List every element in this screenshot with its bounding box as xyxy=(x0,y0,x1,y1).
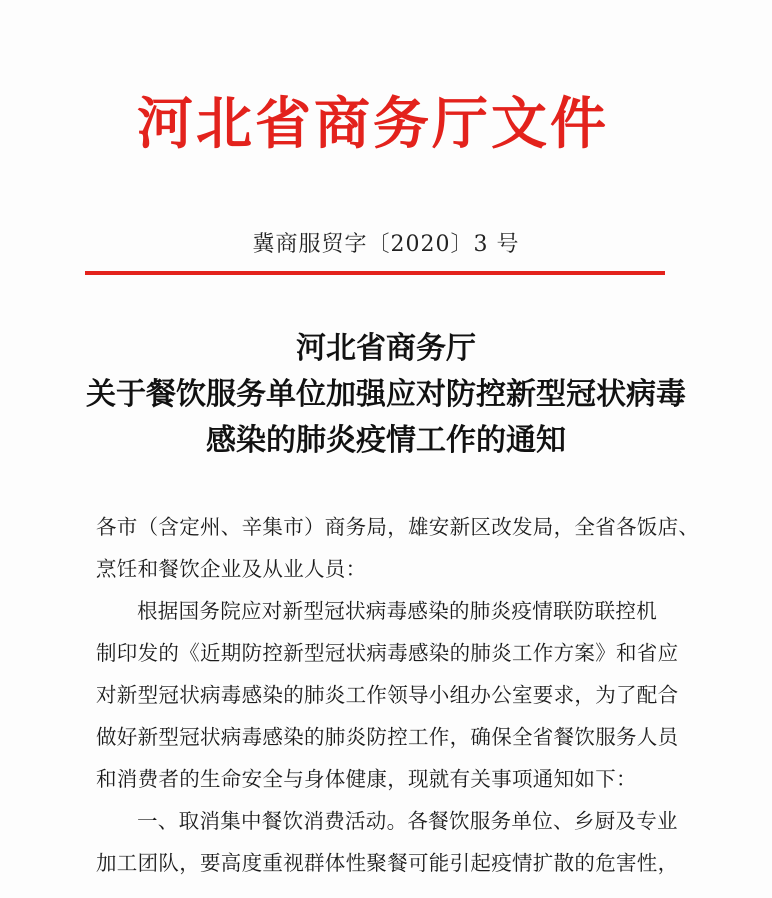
notice-title-line: 感染的肺炎疫情工作的通知 xyxy=(206,423,566,458)
salutation-line: 各市（含定州、辛集市）商务局，雄安新区改发局，全省各饭店、 xyxy=(96,515,700,539)
issuer-header-title: 河北省商务厅文件 xyxy=(137,91,609,157)
paragraph-line: 做好新型冠状病毒感染的肺炎防控工作，确保全省餐饮服务人员 xyxy=(96,725,679,749)
notice-title-line: 关于餐饮服务单位加强应对防控新型冠状病毒 xyxy=(86,377,686,412)
red-divider-rule xyxy=(85,271,665,275)
section-one-line: 一、取消集中餐饮消费活动。各餐饮服务单位、乡厨及专业 xyxy=(137,809,678,833)
notice-body xyxy=(96,506,700,884)
notice-title xyxy=(0,326,772,464)
section-one-line: 加工团队，要高度重视群体性聚餐可能引起疫情扩散的危害性， xyxy=(96,851,679,875)
paragraph-line: 根据国务院应对新型冠状病毒感染的肺炎疫情联防联控机 xyxy=(137,599,657,623)
salutation-line: 烹饪和餐饮企业及从业人员： xyxy=(96,557,367,581)
paragraph-line: 对新型冠状病毒感染的肺炎工作领导小组办公室要求，为了配合 xyxy=(96,683,679,707)
notice-title-line: 河北省商务厅 xyxy=(296,331,476,366)
document-number: 冀商服贸字〔2020〕3 号 xyxy=(252,232,520,257)
paragraph-line: 制印发的《近期防控新型冠状病毒感染的肺炎工作方案》和省应 xyxy=(96,641,679,665)
paragraph-line: 和消费者的生命安全与身体健康，现就有关事项通知如下： xyxy=(96,767,637,791)
